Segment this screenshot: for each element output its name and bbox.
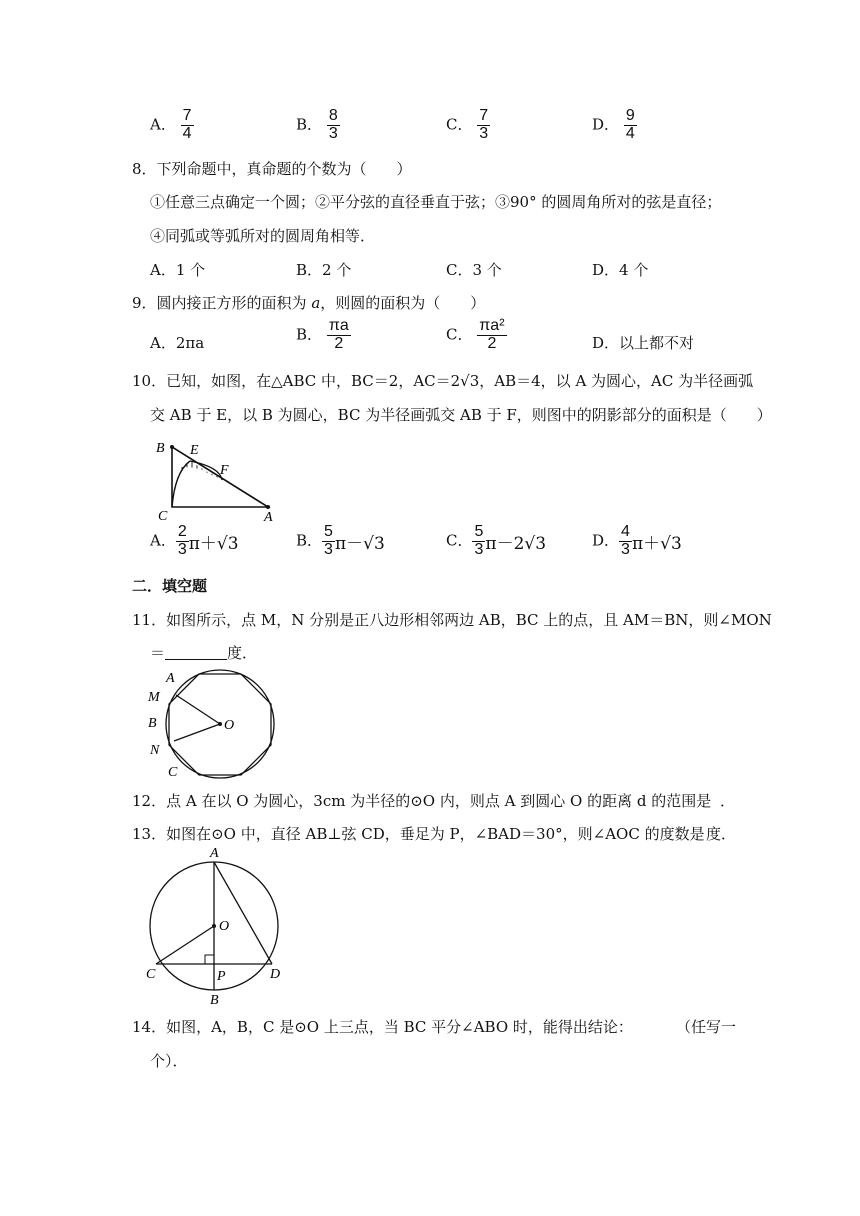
q10-b-den: 3 bbox=[324, 540, 333, 558]
q7-option-d bbox=[592, 108, 637, 143]
q10-triangle-figure bbox=[150, 432, 280, 522]
q11-point-o bbox=[218, 722, 222, 726]
q10-a-den: 3 bbox=[177, 540, 187, 558]
q11-answer-blank[interactable] bbox=[165, 645, 227, 660]
q11-label-b: B bbox=[148, 716, 157, 731]
q13-label-d: D bbox=[270, 967, 281, 982]
q10-c-den: 3 bbox=[474, 540, 484, 558]
q7-a-num: 7 bbox=[182, 107, 192, 124]
q8-statements-line1: ①任意三点确定一个圆；②平分弦的直径垂直于弦；③90° 的圆周角所对的弦是直径； bbox=[150, 193, 722, 211]
q9-b-fraction bbox=[327, 318, 351, 353]
q8-option-a: A．1 个 bbox=[150, 261, 206, 279]
q10-label-f: F bbox=[220, 463, 229, 478]
q10-d-num: 4 bbox=[621, 523, 630, 540]
q12-stem: 12．点 A 在以 O 为圆心，3cm 为半径的⊙O 内，则点 A 到圆心 O 的距离 d 的范围是 bbox=[132, 792, 712, 810]
q10-option-a bbox=[150, 524, 239, 559]
q10-point-a bbox=[266, 505, 270, 509]
q13-point-o bbox=[212, 924, 216, 928]
q10-c-num: 5 bbox=[474, 523, 484, 540]
q10-b-rest: π－√3 bbox=[334, 533, 385, 554]
q11-line2-post: 度． bbox=[227, 644, 258, 662]
q7-d-label: D． bbox=[592, 115, 620, 134]
q13-stem: 13．如图在⊙O 中，直径 AB⊥弦 CD，垂足为 P，∠BAD＝30°，则∠AOC 的度数是 bbox=[132, 825, 705, 843]
q9-b-num: πa bbox=[328, 317, 349, 334]
q9-option-b bbox=[296, 318, 351, 353]
q10-stem-line1: 10．已知，如图，在△ABC 中，BC＝2，AC＝2√3，AB＝4，以 A 为圆心，AC 为半径画弧 bbox=[132, 372, 754, 390]
q10-label-a: A bbox=[264, 510, 273, 522]
q7-b-den: 3 bbox=[328, 124, 338, 142]
q7-c-num: 7 bbox=[479, 107, 489, 124]
q13-circle-figure bbox=[142, 844, 292, 1006]
q8-option-d: D．4 个 bbox=[592, 261, 649, 279]
q7-b-num: 8 bbox=[328, 107, 338, 124]
q10-option-b bbox=[296, 524, 385, 559]
q7-b-fraction bbox=[327, 108, 340, 143]
q13-label-c: C bbox=[146, 967, 156, 982]
q10-d-rest: π＋√3 bbox=[631, 533, 682, 554]
q10-label-b: B bbox=[156, 441, 165, 456]
q7-c-label: C． bbox=[446, 115, 473, 134]
q13-right-angle-mark bbox=[205, 955, 214, 964]
q10-d-fraction bbox=[619, 524, 632, 559]
q7-option-a bbox=[150, 108, 194, 143]
q8-statements-line2: ④同弧或等弧所对的圆周角相等． bbox=[150, 227, 376, 245]
q10-a-fraction bbox=[176, 524, 189, 559]
q9-stem bbox=[132, 292, 485, 313]
q11-stem-line1: 11．如图所示，点 M，N 分别是正八边形相邻两边 AB，BC 上的点，且 AM＝BN，则∠MON bbox=[132, 611, 772, 629]
q14-stem-line1: 14．如图，A，B，C 是⊙O 上三点，当 BC 平分∠ABO 时，能得出结论： bbox=[132, 1018, 633, 1036]
q10-b-fraction bbox=[322, 524, 335, 559]
q9-b-den: 2 bbox=[334, 334, 344, 352]
q11-label-a: A bbox=[166, 671, 175, 686]
q11-label-n: N bbox=[150, 743, 160, 758]
q11-line2-pre: ＝ bbox=[150, 644, 166, 662]
q12-end: ． bbox=[720, 792, 736, 810]
q10-label-c: C bbox=[158, 509, 168, 522]
q11-label-o: O bbox=[224, 718, 235, 733]
q9-stem-pre: 9．圆内接正方形的面积为 bbox=[132, 294, 312, 312]
q10-a-label: A． bbox=[150, 531, 176, 550]
q10-c-fraction bbox=[472, 524, 485, 559]
q7-option-c bbox=[446, 108, 490, 143]
q11-line-on bbox=[174, 724, 220, 741]
q9-c-den: 2 bbox=[487, 334, 497, 352]
q7-d-den: 4 bbox=[625, 124, 635, 142]
q11-stem-line2 bbox=[150, 642, 257, 663]
section-heading-fill-in: 二．填空题 bbox=[132, 577, 208, 595]
q11-octagon-figure bbox=[144, 668, 284, 780]
q10-a-num: 2 bbox=[177, 523, 187, 540]
q11-line-om bbox=[176, 695, 220, 724]
q7-d-fraction bbox=[624, 108, 637, 143]
q9-stem-post: ，则圆的面积为（ ） bbox=[320, 294, 486, 312]
q10-d-label: D． bbox=[592, 531, 620, 550]
q9-c-label: C． bbox=[446, 325, 473, 344]
q10-point-b bbox=[170, 445, 174, 449]
q10-stem-line2: 交 AB 于 E，以 B 为圆心，BC 为半径画弧交 AB 于 F，则图中的阴影部分的面积是（ ） bbox=[150, 406, 772, 424]
q10-d-den: 3 bbox=[621, 540, 630, 558]
q14-stem-line2: 个）． bbox=[150, 1052, 188, 1070]
q10-option-c bbox=[446, 524, 546, 559]
q14-line1-end: （任写一 bbox=[676, 1018, 737, 1036]
q9-option-d: D．以上都不对 bbox=[592, 334, 695, 352]
q13-label-a: A bbox=[210, 846, 219, 861]
q11-label-m: M bbox=[148, 690, 160, 705]
q13-label-b: B bbox=[210, 993, 219, 1006]
q13-line-ad bbox=[214, 862, 272, 964]
q7-a-fraction bbox=[181, 108, 194, 143]
q7-option-b bbox=[296, 108, 340, 143]
q13-label-p: P bbox=[217, 969, 226, 984]
q9-option-a: A．2πa bbox=[150, 334, 205, 352]
q11-label-c: C bbox=[168, 765, 178, 780]
q7-a-label: A． bbox=[150, 115, 176, 134]
q7-c-fraction bbox=[477, 108, 490, 143]
q13-label-o: O bbox=[219, 919, 230, 934]
q8-option-c: C．3 个 bbox=[446, 261, 502, 279]
q9-option-c bbox=[446, 318, 507, 353]
q9-c-fraction bbox=[477, 318, 506, 353]
q7-a-den: 4 bbox=[182, 124, 192, 142]
q9-stem-var: a bbox=[311, 294, 321, 312]
q8-option-b: B．2 个 bbox=[296, 261, 352, 279]
q7-c-den: 3 bbox=[479, 124, 489, 142]
q7-b-label: B． bbox=[296, 115, 323, 134]
q7-d-num: 9 bbox=[625, 107, 635, 124]
q10-b-num: 5 bbox=[324, 523, 333, 540]
q8-stem: 8．下列命题中，真命题的个数为（ ） bbox=[132, 160, 412, 178]
q13-end: 度． bbox=[706, 825, 737, 843]
q10-option-d bbox=[592, 524, 682, 559]
q10-c-rest: π－2√3 bbox=[485, 533, 547, 554]
q9-c-num: πa² bbox=[479, 317, 505, 334]
q10-a-rest: π＋√3 bbox=[188, 533, 239, 554]
q10-c-label: C． bbox=[446, 531, 473, 550]
q10-label-e: E bbox=[190, 443, 199, 458]
q10-b-label: B． bbox=[296, 531, 323, 550]
q9-b-label: B． bbox=[296, 325, 323, 344]
